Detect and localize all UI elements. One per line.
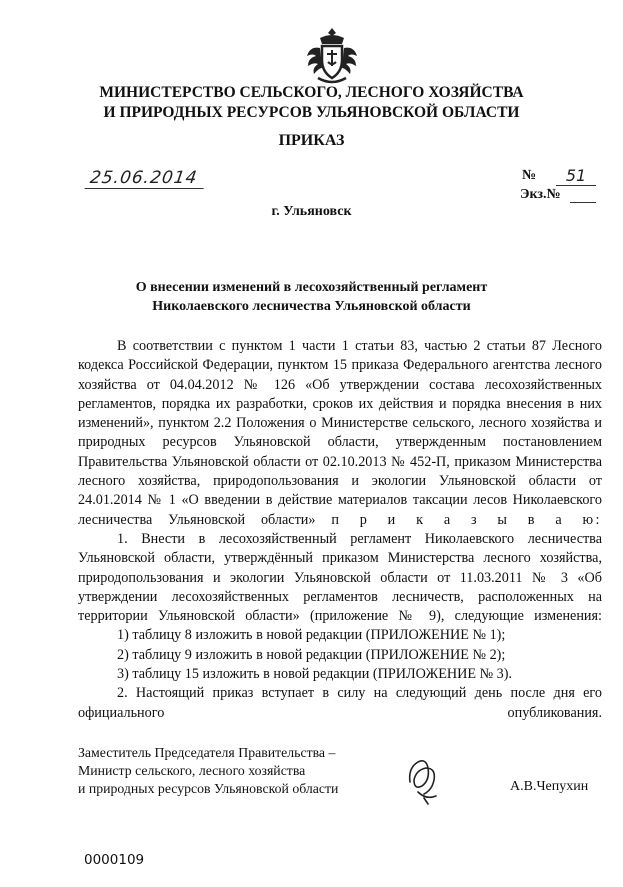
ministry-name [0,83,623,123]
order-number-value: 51 [556,166,596,186]
signer-position-line1: Заместитель Председателя Правительства – [78,745,336,760]
ministry-name-line2: И ПРИРОДНЫХ РЕСУРСОВ УЛЬЯНОВСКОЙ ОБЛАСТИ [103,104,520,121]
body-subitem-1: 1) таблицу 8 изложить в новой редакции (ПРИЛОЖЕНИЕ № 1); [117,627,506,644]
order-number-label: № [522,168,537,183]
signer-position [78,744,338,798]
copy-number-blank [570,202,596,203]
order-subject [60,278,563,316]
order-body [78,337,602,723]
order-date: 25.06.2014 [85,168,207,189]
preamble-text: В соответствии с пунктом 1 части 1 статьи 83, частью 2 статьи 87 Лесного кодекса Российской Федерации, пунктом 15 приказа Федерального агентства лесного хозяйства от 04.04.2012 № 126 «Об утверждении состава лесохозяйственных регламентов, порядка их разработки, сроков их действия и порядка внесения в них изменений», пунктом 2.2 Положения о Министерстве сельского, лесного хозяйства и природных ресурсов Ульяновской области, утвержденным постановлением Правительства Ульяновской области от 02.10.2013 № 452-П, приказом Министерства лесного хозяйства, природопользования и экологии Ульяновской области от 24.01.2014 № 1 «О введении в действие материалов таксации лесов Николаевского лесничества Ульяновской области» [78,338,602,528]
document-serial-number: 0000109 [84,852,145,868]
handwritten-signature-icon [404,752,444,806]
copy-number-label: Экз.№ [520,187,561,202]
decree-word: п р и к а з ы в а ю: [331,511,602,528]
body-item-2: 2. Настоящий приказ вступает в силу на следующий день после дня его официального опубликования. [78,685,602,721]
body-subitem-3: 3) таблицу 15 изложить в новой редакции (ПРИЛОЖЕНИЕ № 3). [117,666,513,683]
order-subject-line1: О внесении изменений в лесохозяйственный регламент [135,280,488,295]
ministry-name-line1: МИНИСТЕРСТВО СЕЛЬСКОГО, ЛЕСНОГО ХОЗЯЙСТВА [99,84,524,101]
city: г. Ульяновск [271,204,352,219]
signer-name: А.В.Чепухин [510,779,589,794]
body-item-1: 1. Внести в лесохозяйственный регламент Николаевского лесничества Ульяновской области, утверждённый приказом Министерства лесного хозяйства, природопользования и экологии Ульяновской области от 11.03.2011 № 3 «Об утверждении лесохозяйственных регламентов лесничеств, расположенных на территории Ульяновской области» (приложение № 9), следующие изменения: [78,530,602,625]
signer-position-line2: Министр сельского, лесного хозяйства [78,763,306,778]
signer-position-line3: и природных ресурсов Ульяновской области [78,781,339,796]
order-title: ПРИКАЗ [278,132,345,149]
body-preamble [78,337,602,530]
body-subitem-2: 2) таблицу 9 изложить в новой редакции (ПРИЛОЖЕНИЕ № 2); [117,646,506,663]
coat-of-arms-icon [304,26,360,86]
order-subject-line2: Николаевского лесничества Ульяновской области [152,299,471,314]
